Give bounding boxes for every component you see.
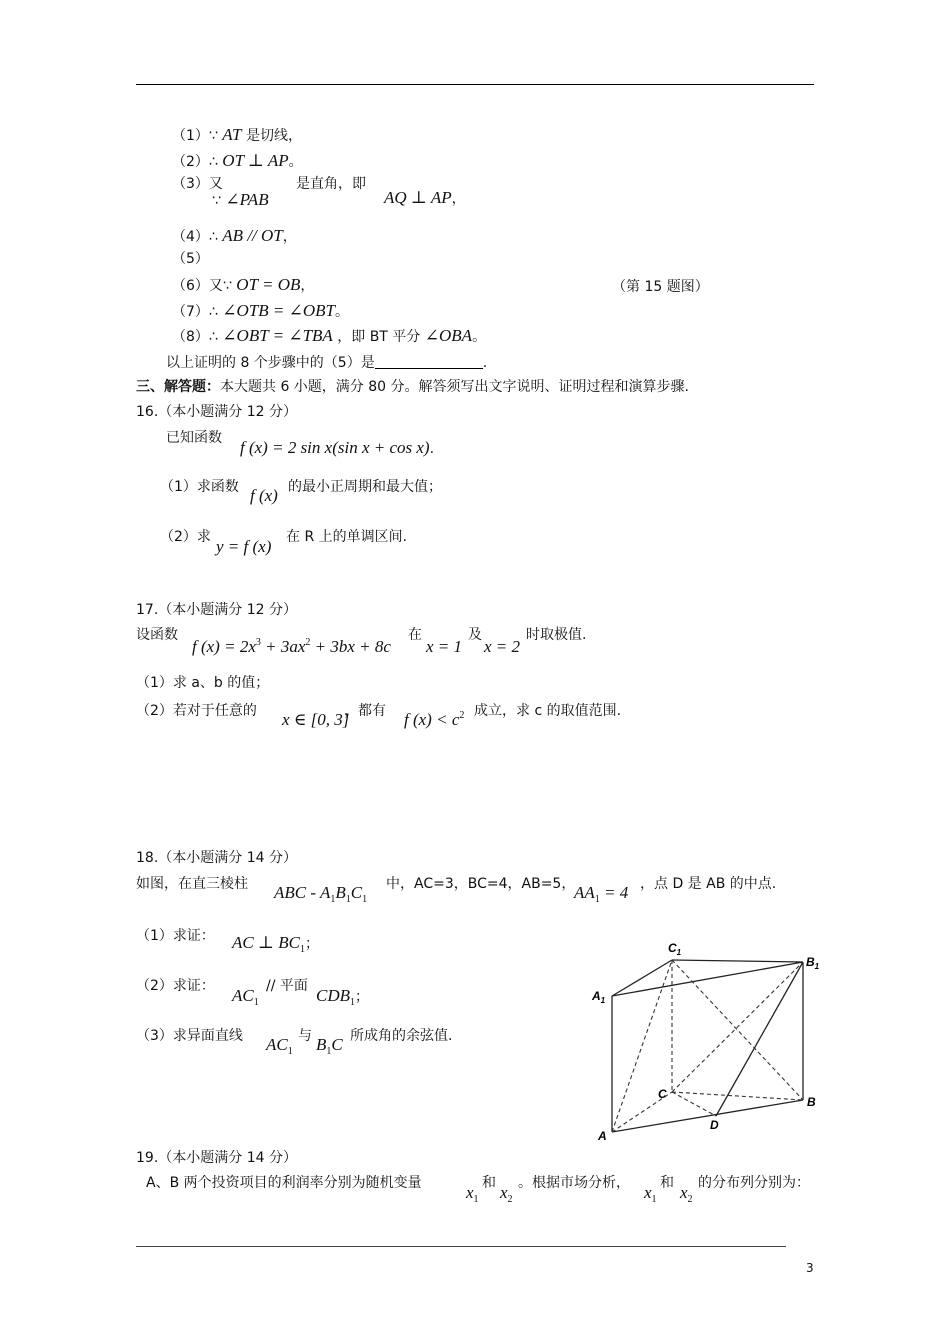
q18-part-3: （3）求异面直线 <box>136 1028 243 1044</box>
proof-step-2: （2）∴ OT ⊥ AP。 <box>172 151 303 170</box>
edge-ac1 <box>612 960 672 1132</box>
proof-step-3: （3）又 <box>172 176 223 192</box>
q17-part-2-b: ，都有 <box>344 703 386 719</box>
q19-text-b: 。根据市场分析， <box>518 1175 630 1191</box>
q18-aa: $AA_1 = 4$ <box>574 883 629 905</box>
q18-part-2-expr: $AC_1$ <box>232 986 259 1008</box>
q18-intro: 如图，在直三棱柱 <box>136 876 248 892</box>
proof-step-7: （7）∴ ∠OTB = ∠OBT。 <box>172 301 349 320</box>
q19-x2: $x_2$ <box>500 1183 513 1205</box>
label-c: C <box>658 1087 667 1101</box>
q18-part-3-expr: $AC_1$ <box>266 1035 293 1057</box>
edge-cb <box>672 1092 803 1100</box>
q18-mid: 中，AC=3，BC=4，AB=5， <box>386 876 576 892</box>
label-d: D <box>710 1118 719 1132</box>
q17-end: 时取极值. <box>526 627 587 643</box>
q19-text-c: 的分布列分别为： <box>698 1175 810 1191</box>
q17-at: 在 <box>408 627 422 643</box>
q18-part-3-mid: 与 <box>298 1028 312 1044</box>
q17-intro: 设函数 <box>136 627 178 643</box>
q16-part-2-expr: y = f (x) <box>216 537 272 556</box>
q19-and: 和 <box>482 1175 496 1191</box>
q16-intro: 已知函数 <box>166 430 222 446</box>
edge-c1b1 <box>672 960 803 962</box>
q16-part-2-text: 在 R 上的单调区间. <box>286 529 408 545</box>
q18-header: 18.（本小题满分 14 分） <box>136 850 297 866</box>
proof-step-3-text: 是直角，即 <box>296 176 366 192</box>
page-number: 3 <box>806 1261 814 1275</box>
q17-part-1: （1）求 a、b 的值； <box>136 675 270 691</box>
q17-part-2-x: x ∈ [0, 3] <box>282 710 350 729</box>
q18-part-2-expr2: $CDB_1$； <box>316 986 369 1008</box>
q19-x1: $x_1$ <box>466 1183 479 1205</box>
q17-x2: x = 2 <box>484 637 521 656</box>
proof-step-3-expr2: AQ ⊥ AP， <box>384 188 466 207</box>
q18-part-2-mid: // 平面 <box>266 978 308 994</box>
label-a1: $A_1$ <box>592 989 606 1005</box>
q18-part-2: （2）求证： <box>136 978 215 994</box>
answer-blank[interactable] <box>375 354 483 369</box>
proof-step-3-expr: ∵ ∠PAB <box>212 190 269 209</box>
prism-figure <box>580 930 840 1145</box>
proof-question: 以上证明的 8 个步骤中的（5）是 . <box>166 355 488 371</box>
edge-db1 <box>716 962 803 1116</box>
q17-and: 及 <box>468 627 482 643</box>
q16-part-1-text: 的最小正周期和最大值； <box>288 479 442 495</box>
edge-cd <box>672 1092 716 1116</box>
q16-function: f (x) = 2 sin x(sin x + cos x). <box>240 438 435 457</box>
footer-rule <box>136 1246 786 1247</box>
edge-ab <box>612 1100 803 1132</box>
section-3-heading: 三、解答题：本大题共 6 小题，满分 80 分。解答须写出文字说明、证明过程和演算步骤. <box>136 379 689 395</box>
q17-part-2-c: 成立，求 c 的取值范围. <box>474 703 622 719</box>
q17-part-2-f: f $(x) < c^2$ <box>404 710 465 729</box>
label-a: A <box>598 1129 607 1143</box>
q16-part-1: （1）求函数 <box>160 479 239 495</box>
proof-step-5: （5） <box>172 251 209 267</box>
proof-step-4: （4）∴ AB // OT， <box>172 226 297 245</box>
q17-part-2: （2）若对于任意的 <box>136 703 257 719</box>
q18-part-3-expr2: $B_1C$ <box>316 1035 343 1057</box>
q19-x1b: $x_1$ <box>644 1183 657 1205</box>
q19-text-a: A、B 两个投资项目的利润率分别为随机变量 <box>146 1175 422 1191</box>
q19-header: 19.（本小题满分 14 分） <box>136 1150 297 1166</box>
proof-step-8: （8）∴ ∠OBT = ∠TBA ，即 BT 平分 ∠OBA。 <box>172 326 487 345</box>
q16-part-1-expr: f (x) <box>250 486 278 505</box>
label-c1: $C_1$ <box>668 941 682 957</box>
figure-15-caption: （第 15 题图） <box>612 279 709 295</box>
q17-function: f $(x) = 2x^3 + 3ax^2 + 3bx + 8c$ <box>192 637 391 656</box>
label-b1: $B_1$ <box>806 955 820 971</box>
q19-and-b: 和 <box>660 1175 674 1191</box>
header-rule <box>136 84 814 85</box>
q19-x2b: $x_2$ <box>680 1183 693 1205</box>
q16-part-2: （2）求 <box>160 529 211 545</box>
proof-step-6: （6）又∵ OT = OB， <box>172 275 315 294</box>
q16-header: 16.（本小题满分 12 分） <box>136 404 297 420</box>
label-b: B <box>807 1095 816 1109</box>
q18-end: ，点 D 是 AB 的中点. <box>640 876 777 892</box>
proof-step-1: （1）∵ AT 是切线， <box>172 125 302 144</box>
q18-prism: ABC - $A_1B_1C_1$ <box>274 883 368 905</box>
q18-part-1-expr: AC ⊥ $BC_1$； <box>232 933 319 955</box>
q17-header: 17.（本小题满分 12 分） <box>136 602 297 618</box>
q18-part-1: （1）求证： <box>136 928 215 944</box>
q18-part-3-end: 所成角的余弦值. <box>350 1028 453 1044</box>
q17-x1: x = 1 <box>426 637 463 656</box>
